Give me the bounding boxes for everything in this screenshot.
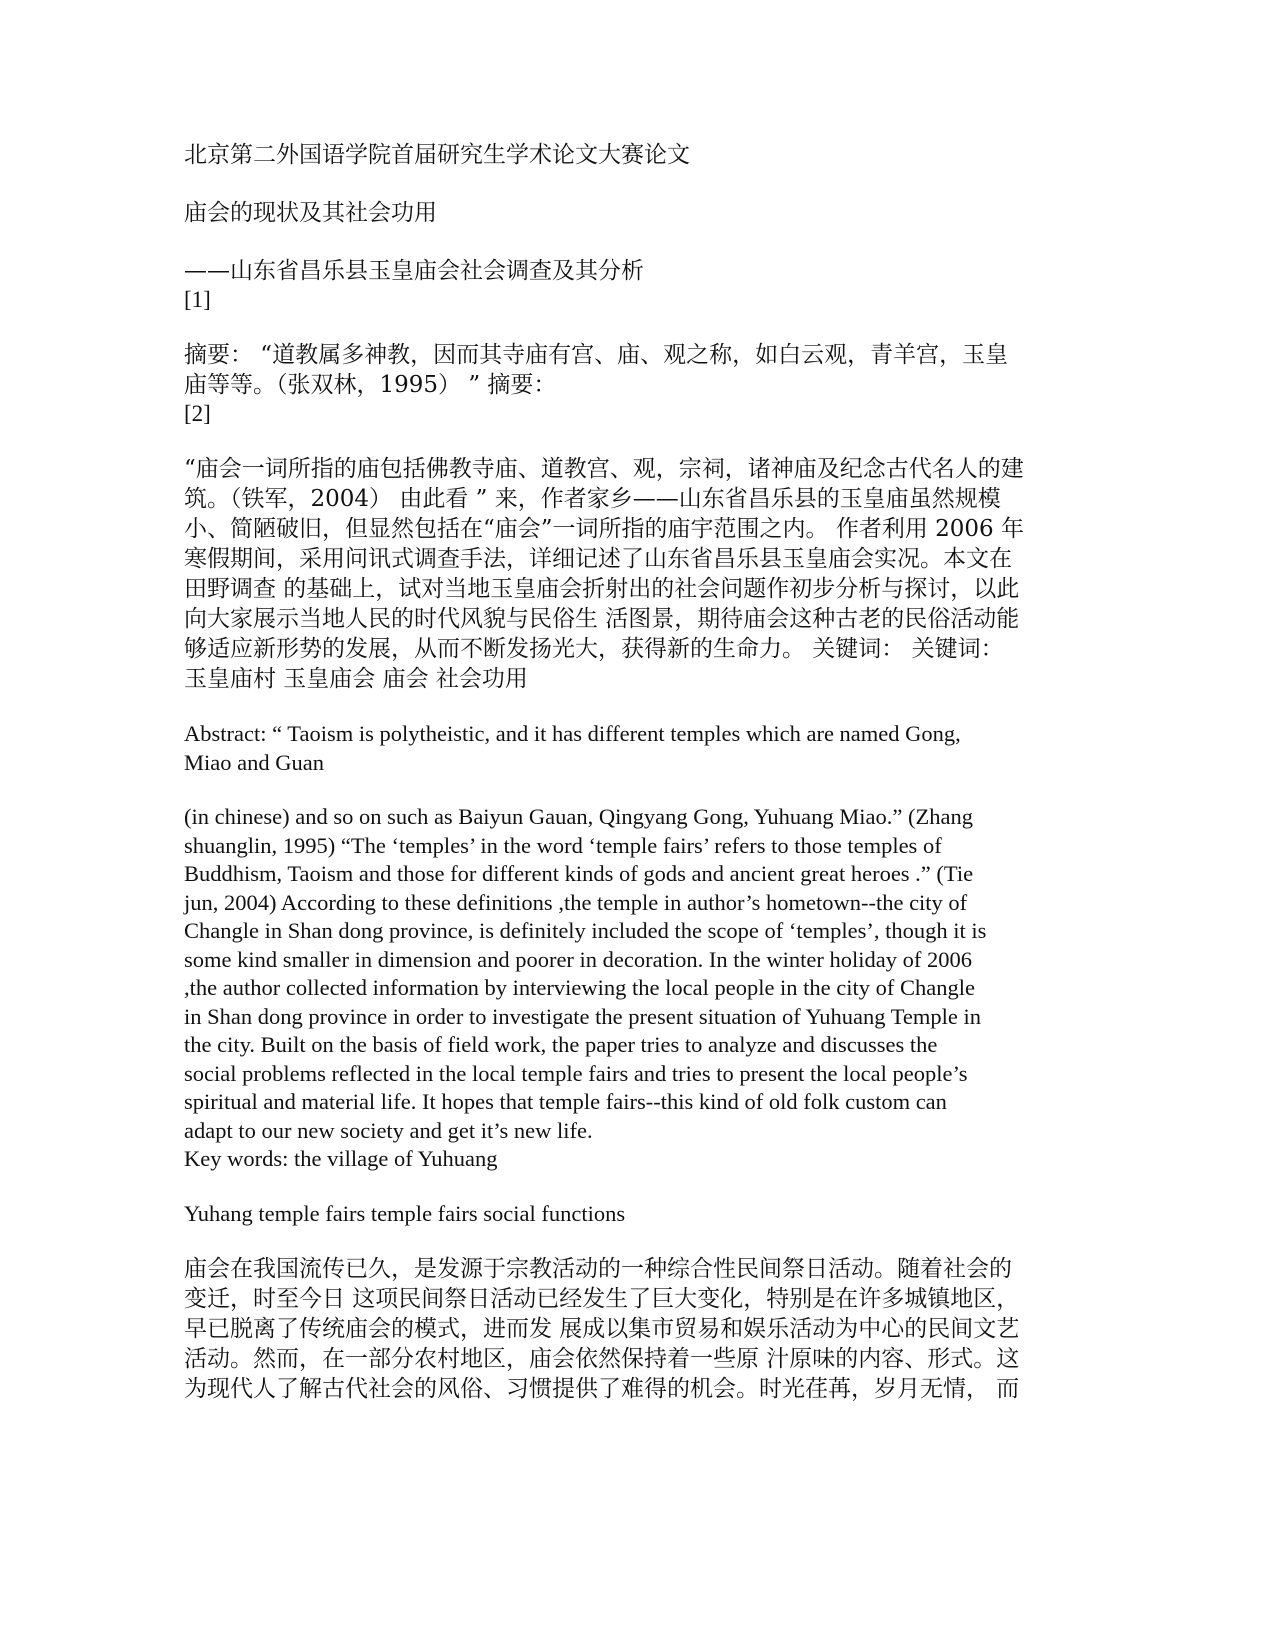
text-line: “庙会一词所指的庙包括佛教寺庙、道教宫、观，宗祠，诸神庙及纪念古代名人的建 bbox=[184, 456, 1024, 482]
text-line: in Shan dong province in order to investigate the present situation of Yuhuang Temple in bbox=[184, 1003, 982, 1029]
keywords-en-continued: Yuhang temple fairs temple fairs social functions bbox=[184, 1200, 626, 1226]
competition-header: 北京第二外国语学院首届研究生学术论文大赛论文 bbox=[184, 142, 690, 168]
text-line: 小、简陋破旧，但显然包括在“庙会”一词所指的庙宇范围之内。 作者利用 2006 年 bbox=[184, 516, 1024, 542]
abstract-en-intro bbox=[184, 720, 1084, 777]
abstract-cn-intro bbox=[184, 340, 1084, 400]
text-line: 田野调查 的基础上，试对当地玉皇庙会折射出的社会问题作初步分析与探讨，以此 bbox=[184, 576, 1020, 602]
text-line: the city. Built on the basis of field work, the paper tries to analyze and discusses the bbox=[184, 1032, 938, 1057]
text-line: 向大家展示当地人民的时代风貌与民俗生 活图景，期待庙会这种古老的民俗活动能 bbox=[184, 606, 1020, 632]
abstract-cn-body bbox=[184, 454, 1084, 694]
paper-subtitle: ——山东省昌乐县玉皇庙会社会调查及其分析 bbox=[184, 258, 644, 284]
text-line: 活动。然而，在一部分农村地区，庙会依然保持着一些原 汁原味的内容、形式。这 bbox=[184, 1346, 1020, 1372]
keywords-en: Key words: the village of Yuhuang bbox=[184, 1146, 498, 1171]
text-line: (in chinese) and so on such as Baiyun Gauan, Qingyang Gong, Yuhuang Miao.” (Zhang bbox=[184, 804, 973, 829]
text-line: social problems reflected in the local temple fairs and tries to present the local people’s bbox=[184, 1060, 968, 1086]
text-line: 寒假期间，采用问讯式调查手法，详细记述了山东省昌乐县玉皇庙会实况。本文在 bbox=[184, 546, 1012, 572]
text-line: Buddhism, Taoism and those for different kinds of gods and ancient great heroes .” (Tie bbox=[184, 861, 974, 886]
text-line: 变迁，时至今日 这项民间祭日活动已经发生了巨大变化，特别是在许多城镇地区， bbox=[184, 1286, 1020, 1312]
footnote-ref-1: [1] bbox=[184, 287, 211, 312]
text-line: 庙等等。（张双林，1995） ” 摘要： bbox=[184, 372, 557, 398]
text-line: 为现代人了解古代社会的风俗、习惯提供了难得的机会。时光荏苒，岁月无情， 而 bbox=[184, 1376, 1020, 1402]
text-line: 摘要： “道教属多神教，因而其寺庙有宫、庙、观之称，如白云观，青羊宫，玉皇 bbox=[184, 342, 1009, 368]
text-line: 筑。（铁军，2004） 由此看 ” 来，作者家乡——山东省昌乐县的玉皇庙虽然规模 bbox=[184, 486, 1001, 512]
text-line: spiritual and material life. It hopes that temple fairs--this kind of old folk custom can bbox=[184, 1089, 947, 1114]
text-line: 庙会在我国流传已久，是发源于宗教活动的一种综合性民间祭日活动。随着社会的 bbox=[184, 1256, 1012, 1282]
document-page bbox=[184, 140, 1084, 1404]
text-line: Abstract: “ Taoism is polytheistic, and it has different temples which are named Gong, bbox=[184, 721, 961, 746]
text-line: Miao and Guan bbox=[184, 749, 324, 775]
text-line: Changle in Shan dong province, is definitely included the scope of ‘temples’, though it is bbox=[184, 918, 987, 943]
text-line: 早已脱离了传统庙会的模式，进而发 展成以集市贸易和娱乐活动为中心的民间文艺 bbox=[184, 1316, 1020, 1342]
text-line: some kind smaller in dimension and poorer in decoration. In the winter holiday of 2006 bbox=[184, 946, 972, 972]
text-line: adapt to our new society and get it’s new life. bbox=[184, 1117, 593, 1143]
text-line: 够适应新形势的发展，从而不断发扬光大，获得新的生命力。 关键词： 关键词： bbox=[184, 636, 1004, 662]
text-line: shuanglin, 1995) “The ‘temples’ in the word ‘temple fairs’ refers to those temples of bbox=[184, 832, 942, 858]
footnote-ref-2: [2] bbox=[184, 401, 211, 426]
abstract-en-body bbox=[184, 803, 1084, 1174]
text-line: ,the author collected information by interviewing the local people in the city of Changle bbox=[184, 975, 976, 1000]
intro-cn bbox=[184, 1254, 1084, 1404]
paper-title: 庙会的现状及其社会功用 bbox=[184, 200, 437, 226]
keywords-cn: 玉皇庙村 玉皇庙会 庙会 社会功用 bbox=[184, 666, 528, 692]
text-line: jun, 2004) According to these definitions ,the temple in author’s hometown--the city of bbox=[184, 889, 968, 915]
